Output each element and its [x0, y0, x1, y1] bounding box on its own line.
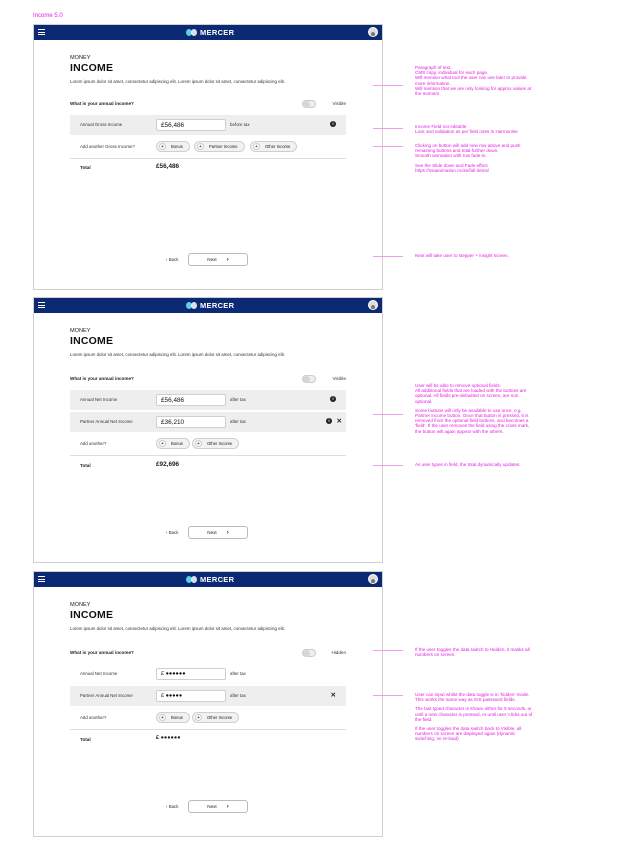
total-value: £92,696	[156, 461, 180, 468]
plus-icon: +	[159, 440, 166, 447]
section-label: MONEY	[70, 328, 91, 334]
intro-text: Lorem ipsum dolor sit amet, consectetur adipiscing elit. Lorem ipsum dolor sit amet, consectetur adipiscing elit.	[70, 626, 285, 631]
income-row	[70, 664, 346, 684]
plus-icon: +	[195, 714, 202, 721]
row-label: Annual Gross Income	[80, 122, 123, 127]
screen-content	[70, 328, 346, 558]
note-next: Next will take user to stepper + insight screen.	[415, 253, 509, 258]
income-row	[70, 390, 346, 410]
intro-text: Lorem ipsum dolor sit amet, consectetur adipiscing elit. Lorem ipsum dolor sit amet, consectetur adipiscing elit.	[70, 79, 285, 84]
row-suffix: after tax	[230, 671, 246, 676]
question-row	[70, 648, 346, 658]
total-label: Total	[80, 463, 91, 468]
document-title: Income 5.0	[33, 13, 63, 19]
avatar[interactable]	[368, 574, 378, 584]
visibility-toggle[interactable]	[302, 649, 316, 657]
note-leader	[373, 256, 403, 257]
plus-icon: +	[253, 143, 260, 150]
row-label: Annual Net Income	[80, 671, 118, 676]
row-suffix: after tax	[230, 419, 246, 424]
note-leader	[373, 146, 403, 147]
total-value: £ ●●●●●●	[156, 735, 181, 741]
row-suffix: before tax	[230, 122, 250, 127]
partner-income-field[interactable]: £ ●●●●●	[156, 690, 226, 702]
chevron-left-icon: ‹	[166, 804, 169, 809]
top-bar	[34, 572, 382, 587]
menu-icon[interactable]	[38, 576, 45, 582]
total-value: £56,486	[156, 163, 180, 170]
screen-content	[70, 602, 346, 832]
page-title: INCOME	[70, 335, 114, 347]
page-title: INCOME	[70, 609, 114, 621]
chevron-right-icon: ›	[226, 529, 229, 536]
total-label: Total	[80, 737, 91, 742]
row-label: Annual Net Income	[80, 397, 118, 402]
chevron-left-icon: ‹	[166, 530, 169, 535]
divider	[70, 729, 346, 730]
total-label: Total	[80, 165, 91, 170]
add-row	[70, 137, 346, 157]
next-button[interactable]: Next ›	[188, 526, 248, 539]
back-button[interactable]: ‹ Back	[166, 804, 179, 809]
nav-row	[70, 526, 346, 540]
add-other-income-button[interactable]: + Other Income	[192, 438, 239, 449]
nav-row	[70, 800, 346, 814]
question-text: What is your annual income?	[70, 101, 134, 106]
avatar[interactable]	[368, 27, 378, 37]
brand-logo	[186, 301, 234, 310]
note-leader	[373, 128, 403, 129]
add-bonus-button[interactable]: + Bonus	[156, 141, 190, 152]
toggle-label: Visible	[332, 376, 346, 381]
add-bonus-button[interactable]: + Bonus	[156, 438, 190, 449]
toggle-label: Visible	[332, 101, 346, 106]
mercer-logo-icon	[186, 576, 197, 583]
row-suffix: after tax	[230, 397, 246, 402]
next-button[interactable]: Next ›	[188, 800, 248, 813]
income-row	[70, 115, 346, 135]
row-suffix: after tax	[230, 693, 246, 698]
brand-logo	[186, 575, 234, 584]
note-paragraph: Paragraph of text. CMS copy, individual for each page. Will mention what tool the user can use later to provide more information. Will mention that we are only looking for approx values at the moment	[415, 65, 532, 97]
add-row	[70, 708, 346, 728]
note-password: User can input whilst the data toggle is in 'hidden' mode. This works the same way as iOS password fields. The last typed character is shown either for 5 seconds, or until a new character is pressed, or until user 'clicks out of the field. If the user toggles the data switch back to Visible, all numbers on screen are displayed again (dynamic switching, no re-load)	[415, 692, 533, 742]
avatar[interactable]	[368, 300, 378, 310]
top-bar	[34, 298, 382, 313]
add-row	[70, 434, 346, 454]
income-field[interactable]: £56,486	[156, 119, 226, 131]
row-label: Partner Annual Net Income	[80, 693, 133, 698]
chevron-right-icon: ›	[226, 256, 229, 263]
note-income-field: Income Field not editable. Lock and validation as per field rules in Harmonise	[415, 124, 518, 135]
visibility-toggle[interactable]	[302, 100, 316, 108]
back-button[interactable]: ‹ Back	[166, 530, 179, 535]
add-partner-income-button[interactable]: + Partner Income	[194, 141, 245, 152]
mercer-logo-icon	[186, 302, 197, 309]
toggle-label: Hidden	[331, 650, 346, 655]
add-other-income-button[interactable]: + Other Income	[192, 712, 239, 723]
back-button[interactable]: ‹ Back	[166, 257, 179, 262]
note-leader	[373, 465, 403, 466]
plus-icon: +	[195, 440, 202, 447]
partner-income-row	[70, 412, 346, 432]
note-leader	[373, 85, 403, 86]
info-icon[interactable]: i	[326, 418, 332, 424]
note-leader	[373, 695, 403, 696]
screen-3	[33, 571, 383, 837]
page-title: INCOME	[70, 62, 114, 74]
question-row	[70, 99, 346, 109]
next-button[interactable]: Next ›	[188, 253, 248, 266]
screen-content	[70, 55, 346, 285]
add-label: Add another?	[80, 715, 107, 720]
note-add-buttons: Clicking on button will add new row above and push remaining buttons and total further down. Smooth animation with row fade-in. See the Slide down and Fade effect https://ssaanimation.rocks/fall-items/	[415, 143, 521, 173]
income-field[interactable]: £ ●●●●●●	[156, 668, 226, 680]
plus-icon: +	[197, 143, 204, 150]
income-field[interactable]: £56,486	[156, 394, 226, 406]
question-text: What is your annual income?	[70, 376, 134, 381]
add-other-income-button[interactable]: + Other Income	[250, 141, 297, 152]
add-bonus-button[interactable]: + Bonus	[156, 712, 190, 723]
intro-text: Lorem ipsum dolor sit amet, consectetur adipiscing elit. Lorem ipsum dolor sit amet, consectetur adipiscing elit.	[70, 352, 285, 357]
question-row	[70, 374, 346, 384]
row-label: Partner Annual Net Income	[80, 419, 133, 424]
brand-name: MERCER	[200, 575, 235, 584]
info-icon[interactable]: i	[330, 121, 336, 127]
note-total: As user types in field, the total dynamically updates.	[415, 462, 521, 467]
note-hidden: If the user toggles the data switch to Hidden, it masks all numbers on screen.	[415, 647, 530, 658]
mercer-logo-icon	[186, 29, 197, 36]
brand-name: MERCER	[200, 301, 235, 310]
note-leader	[373, 650, 403, 651]
info-icon[interactable]: i	[330, 396, 336, 402]
divider	[70, 158, 346, 159]
close-icon[interactable]: ✕	[336, 417, 342, 425]
menu-icon[interactable]	[38, 29, 45, 35]
menu-icon[interactable]	[38, 302, 45, 308]
brand-logo	[186, 28, 234, 37]
top-bar	[34, 25, 382, 40]
divider	[70, 455, 346, 456]
add-label: Add another?	[80, 441, 107, 446]
brand-name: MERCER	[200, 28, 235, 37]
plus-icon: +	[159, 714, 166, 721]
screen-2	[33, 297, 383, 563]
note-leader	[373, 414, 403, 415]
chevron-left-icon: ‹	[166, 257, 169, 262]
add-label: Add another Gross Income?	[80, 144, 135, 149]
question-text: What is your annual income?	[70, 650, 134, 655]
chevron-right-icon: ›	[226, 803, 229, 810]
nav-row	[70, 253, 346, 267]
partner-income-row	[70, 686, 346, 706]
partner-income-field[interactable]: £36,210	[156, 416, 226, 428]
visibility-toggle[interactable]	[302, 375, 316, 383]
close-icon[interactable]: ✕	[330, 691, 336, 699]
screen-1	[33, 24, 383, 290]
plus-icon: +	[159, 143, 166, 150]
section-label: MONEY	[70, 55, 91, 61]
note-optional-fields: User will be able to remove optional fields. All additional fields that are loaded with the buttons are optional. All fields pre-defaulted on screen, are non optional. Some buttons will only be available to use once, e.g. Partner income button. Once that button is pressed, it is removed from the optional field buttons, and becomes a 'field'. If the user removes the field using the cross mark, the button will again appear with the others.	[415, 383, 530, 434]
section-label: MONEY	[70, 602, 91, 608]
